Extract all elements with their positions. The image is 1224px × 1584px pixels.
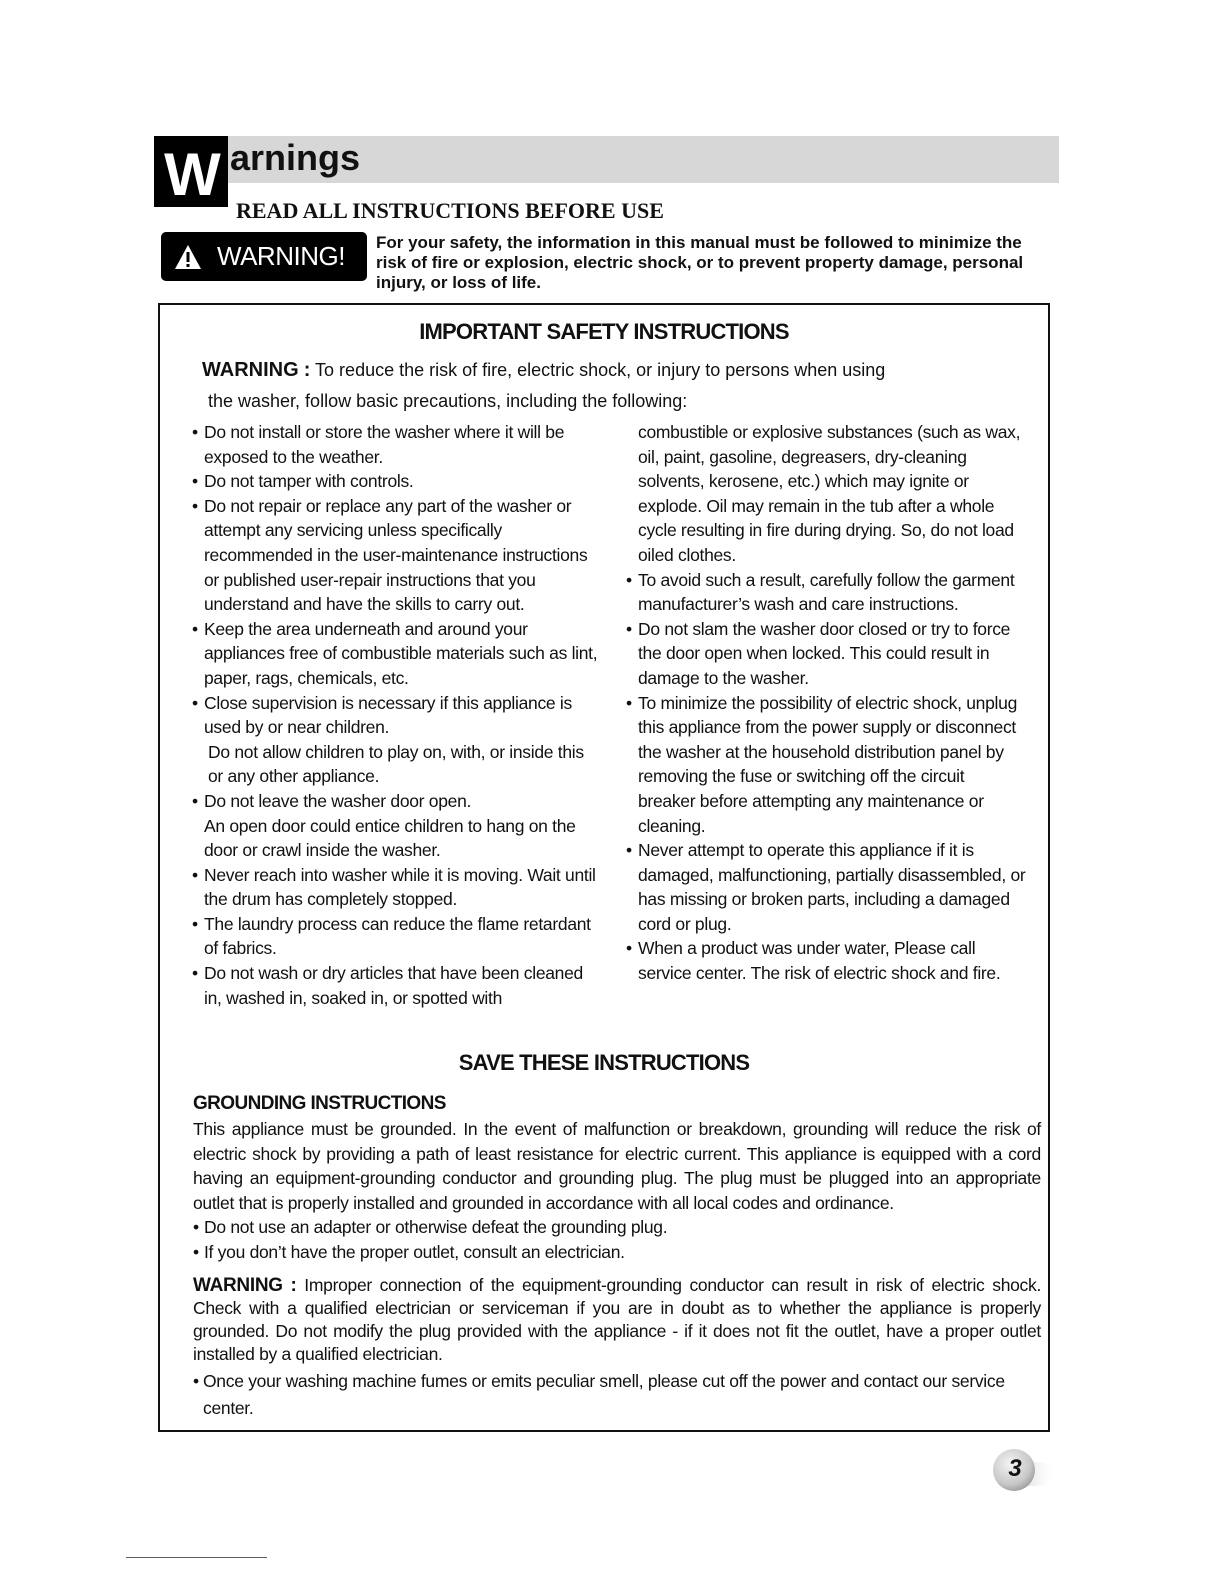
page-number: 3 <box>1008 1455 1022 1482</box>
list-item: • Do not leave the washer door open. An open door could entice children to hang on the door or crawl inside the washer. <box>192 790 576 861</box>
warning-badge <box>161 232 367 281</box>
safety-title: IMPORTANT SAFETY INSTRUCTIONS <box>419 319 789 344</box>
warning-message: For your safety, the information in this manual must be followed to minimize the risk of fire or explosion, electric shock, or to prevent property damage, personal injury, or loss of life. <box>376 233 1024 292</box>
list-item: • Never attempt to operate this appliance if it is damaged, malfunctioning, partially disassembled, or has missing or broken parts, including a damaged cord or plug. <box>626 840 1026 934</box>
list-item: • Never reach into washer while it is moving. Wait until the drum has completely stopped. <box>192 864 596 910</box>
list-item: • To avoid such a result, carefully follow the garment manufacturer’s wash and care instructions. <box>626 569 1015 615</box>
footer-link-underline <box>126 1557 267 1558</box>
list-item: • Do not tamper with controls. <box>192 471 414 492</box>
safety-instructions-box <box>158 303 1050 1432</box>
list-item: • Do not slam the washer door closed or try to force the door open when locked. This could result in damage to the washer. <box>626 618 1011 688</box>
grounding-warning-text: Improper connection of the equipment-grounding conductor can result in risk of electric shock. Check with a qualified electrician or serviceman if you are in doubt as to whether the appliance is properly grounded. Do not modify the plug provided with the appliance - if it does not fit the outlet, have a proper outlet installed by a qualified electrician. <box>193 1275 1042 1364</box>
page-title: arnings <box>230 137 361 178</box>
list-item: • When a product was under water, Please call service center. The risk of electric shock and fire. <box>626 938 1001 984</box>
list-item: • The laundry process can reduce the flame retardant of fabrics. <box>192 913 591 959</box>
list-item: • Do not install or store the washer where it will be exposed to the weather. <box>192 422 565 467</box>
warning-label: WARNING <box>202 359 299 381</box>
grounding-title: GROUNDING INSTRUCTIONS <box>193 1093 446 1114</box>
warning-triangle-icon <box>174 244 202 270</box>
save-instructions-title: SAVE THESE INSTRUCTIONS <box>458 1050 750 1075</box>
intro-line-2: the washer, follow basic precautions, including the following: <box>208 391 688 411</box>
safety-list-right <box>626 420 1026 986</box>
list-item: • To minimize the possibility of electric shock, unplug this appliance from the power supply or disconnect the washer at the household distribution panel by removing the fuse or switching off the circuit breaker before attempting any maintenance or cleaning. <box>626 692 1017 836</box>
warning-label: WARNING <box>193 1275 283 1296</box>
title-initial: W <box>154 136 228 207</box>
safety-intro <box>202 355 1022 417</box>
grounding-body: This appliance must be grounded. In the event of malfunction or breakdown, grounding will reduce the risk of electric shock by providing a path of least resistance for electric current. This appliance is equipped with a cord having an equipment-grounding conductor and grounding plug. The plug must be plugged into an appropriate outlet that is properly installed and grounded in accordance with all local codes and ordinance. <box>193 1119 1041 1213</box>
warning-colon: : <box>303 359 311 381</box>
list-item: • Keep the area underneath and around your appliances free of combustible materials such as lint, paper, rags, chemicals, etc. <box>192 618 598 688</box>
grounding-list <box>193 1215 1041 1264</box>
safety-list-left <box>192 420 602 1010</box>
intro-line-1: To reduce the risk of fire, electric shock, or injury to persons when using <box>315 360 886 380</box>
warning-colon: : <box>290 1275 297 1296</box>
subheading: READ ALL INSTRUCTIONS BEFORE USE <box>236 198 664 223</box>
warning-badge-label: WARNING! <box>217 241 345 271</box>
list-item: • Close supervision is necessary if this appliance is used by or near children. Do not allow children to play on, with, or inside this or any other appliance. <box>192 692 584 787</box>
list-item: • Do not repair or replace any part of the washer or attempt any servicing unless specifically recommended in the user-maintenance instructions or published user-repair instructions that you understand and have the skills to carry out. <box>192 495 588 615</box>
service-note <box>193 1368 1041 1422</box>
grounding-warning <box>193 1274 1041 1366</box>
list-item: • Do not use an adapter or otherwise defeat the grounding plug. <box>193 1217 668 1237</box>
list-item: • Once your washing machine fumes or emits peculiar smell, please cut off the power and contact our service center. <box>193 1371 1005 1418</box>
list-item-continuation: combustible or explosive substances (such as wax, oil, paint, gasoline, degreasers, dry-cleaning solvents, kerosene, etc.) which may ignite or explode. Oil may remain in the tub after a whole cycle resulting in fire during drying. So, do not load oiled clothes. <box>638 422 1021 565</box>
list-item: • Do not wash or dry articles that have been cleaned in, washed in, soaked in, or spotted with <box>192 963 583 1008</box>
list-item: • If you don’t have the proper outlet, consult an electrician. <box>193 1241 625 1262</box>
